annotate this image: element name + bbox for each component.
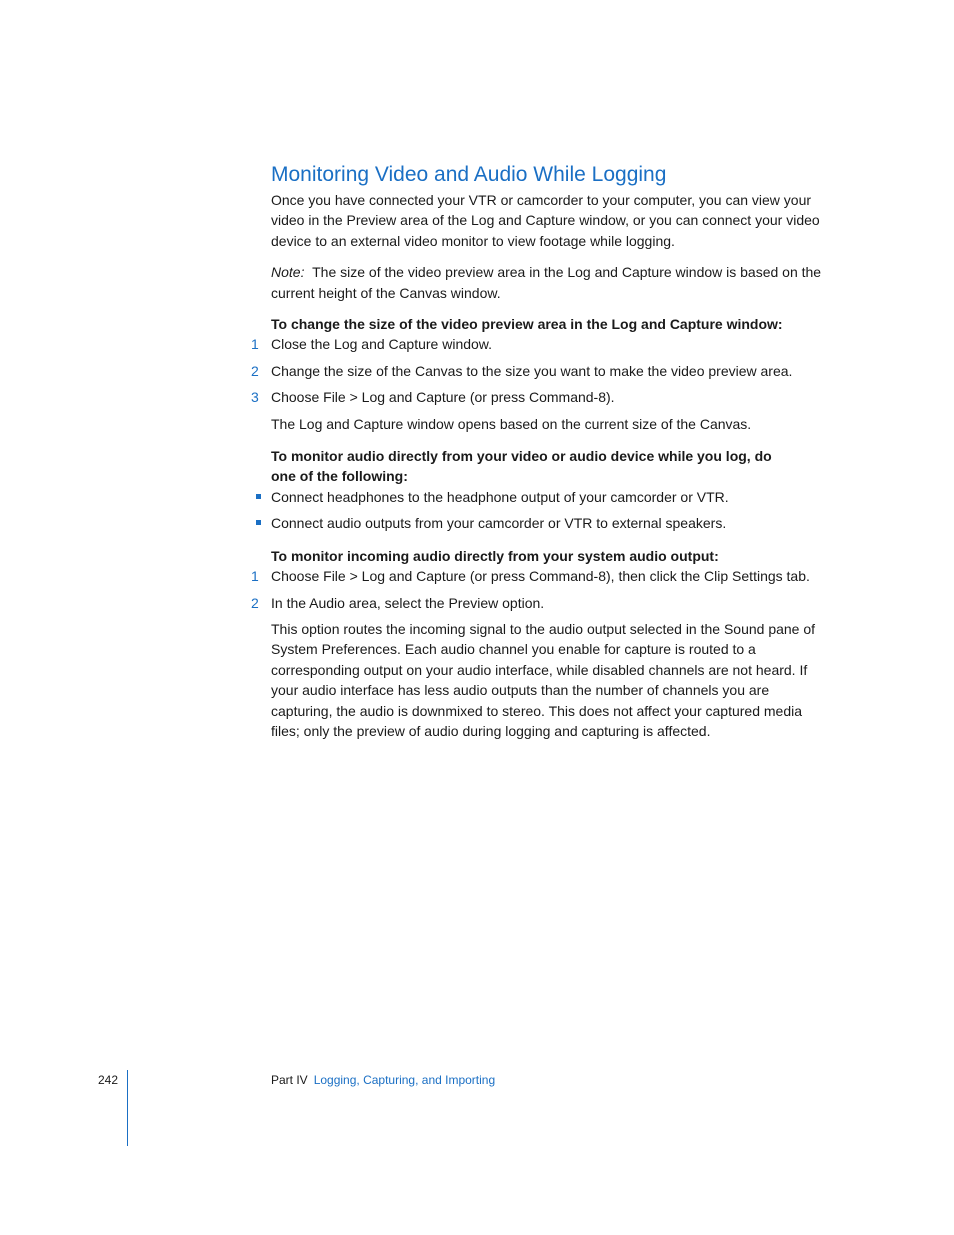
bullet-text: Connect headphones to the headphone output of your camcorder or VTR.: [271, 488, 729, 505]
task2-heading-line1: To monitor audio directly from your video or audio device while you log, do: [271, 448, 772, 465]
step-number: 3: [251, 389, 259, 406]
bullet-text: Connect audio outputs from your camcorder or VTR to external speakers.: [271, 515, 727, 532]
step-number: 2: [251, 594, 259, 611]
step-text: In the Audio area, select the Preview option.: [271, 594, 545, 611]
note-text: The size of the video preview area in the Log and Capture window is based on the current height of the Canvas window.: [271, 264, 822, 301]
footer-divider: [127, 1070, 128, 1146]
step-number: 1: [251, 568, 259, 585]
step-number: 1: [251, 336, 259, 353]
page-number: 242: [98, 1073, 119, 1087]
task1-step-2: [251, 361, 831, 381]
section-title: Monitoring Video and Audio While Logging: [271, 163, 667, 186]
task2-heading-line2: one of the following:: [271, 468, 408, 485]
task1-heading: To change the size of the video preview area in the Log and Capture window:: [271, 316, 783, 333]
task2-heading: [271, 446, 831, 487]
task3-step-2: [251, 593, 831, 613]
step-text: Choose File > Log and Capture (or press Command-8).: [271, 389, 615, 406]
page-content: [251, 160, 831, 741]
task3-result: This option routes the incoming signal to the audio output selected in the Sound pane of System Preferences. Each audio channel you enable for capture is routed to a corresponding output on your audio interface, while disabled channels are not heard. If your audio interface has less audio outputs than the number of channels you are capturing, the audio is downmixed to stereo. This does not affect your captured media files; only the preview of audio during logging and capturing is affected.: [271, 620, 816, 739]
chapter-title: Logging, Capturing, and Importing: [313, 1073, 496, 1087]
bullet-square-icon: [256, 494, 261, 499]
step-text: Change the size of the Canvas to the size you want to make the video preview area.: [271, 362, 793, 379]
step-text: Close the Log and Capture window.: [271, 336, 493, 353]
step-number: 2: [251, 362, 259, 379]
intro-paragraph: Once you have connected your VTR or camcorder to your computer, you can view your video in the Preview area of the Log and Capture window, or you can connect your video device to an external video monitor to view footage while logging.: [271, 192, 820, 249]
note-label: Note:: [271, 264, 305, 281]
task3-step-1: [251, 566, 831, 586]
footer-part: [271, 1073, 495, 1087]
step-text: Choose File > Log and Capture (or press Command-8), then click the Clip Settings tab.: [271, 568, 810, 585]
part-label: Part IV: [271, 1073, 308, 1087]
task1-result: The Log and Capture window opens based on the current size of the Canvas.: [271, 415, 752, 432]
task3-heading: To monitor incoming audio directly from your system audio output:: [271, 547, 719, 564]
bullet-square-icon: [256, 520, 261, 525]
task2-bullet-1: [271, 487, 831, 507]
task2-bullet-2: [271, 513, 831, 533]
task1-step-1: [251, 334, 831, 354]
task1-step-3: [251, 387, 831, 407]
note-paragraph: [271, 262, 831, 303]
